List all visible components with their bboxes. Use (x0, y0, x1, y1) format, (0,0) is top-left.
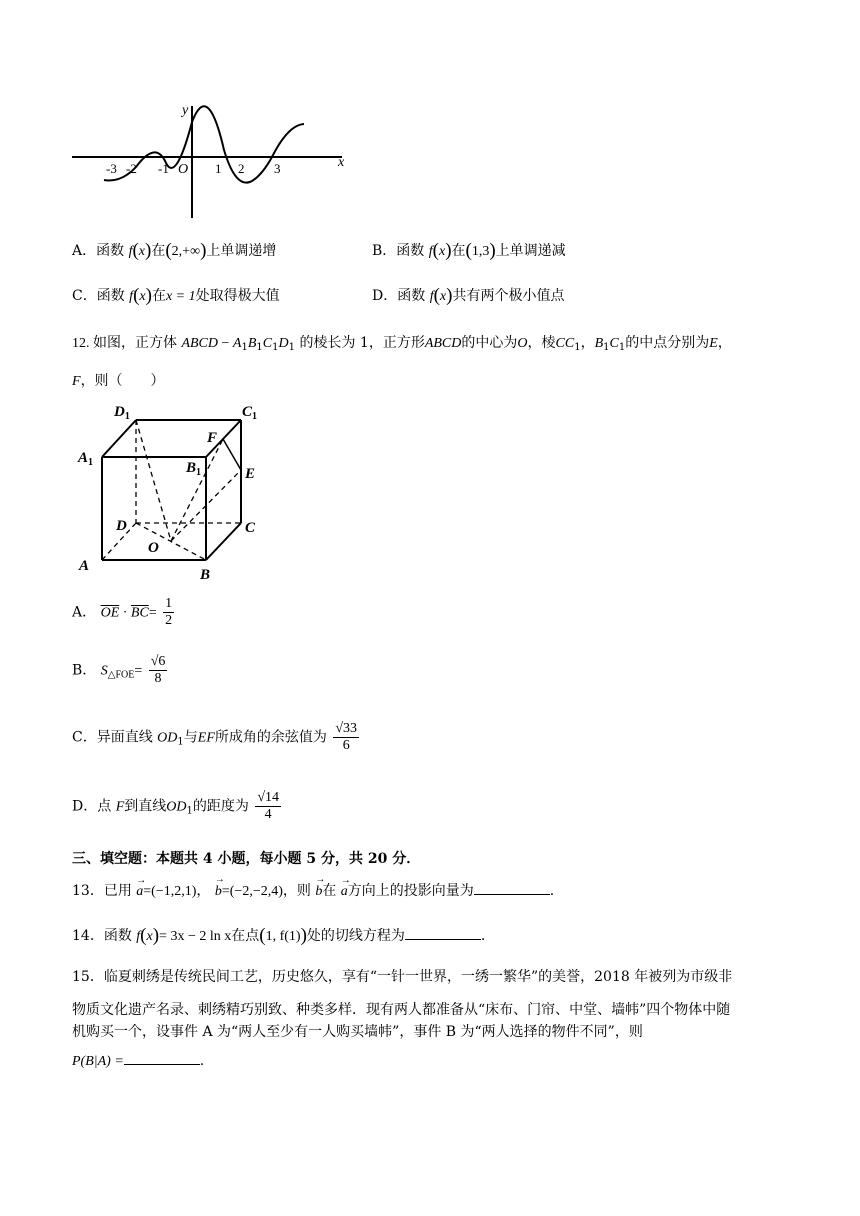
cube-label-d1: $D_1$ (114, 404, 130, 422)
graph-tick-label: 2 (238, 161, 245, 176)
q15-answer-blank[interactable] (124, 1052, 200, 1065)
q11-option-b: B．函数 f(x)在(1,3)上单调递减 (372, 240, 566, 261)
section-heading: 三、填空题：本题共 4 小题，每小题 5 分，共 20 分． (72, 851, 421, 867)
cube-label-a: A (79, 558, 90, 574)
q12-option-d: D．点 F到直线$OD_1$的距度为 $\frac{√14}{4}$ (72, 790, 279, 823)
q14-answer-blank[interactable] (405, 927, 481, 940)
q14: 14．函数 f(x)= 3x − 2 ln x在点(1, f(1))处的切线方程为 . (72, 925, 486, 946)
q11-option-a: A．函数 f(x)在(2,+∞)上单调递增 (72, 240, 277, 261)
q15-line1: 15．临夏刺绣是传统民间工艺，历史悠久，享有“一针一世界，一绣一繁华”的美誉，2018 年被列为市级非 (72, 969, 733, 985)
cube-label-d: D (116, 518, 127, 534)
function-graph (66, 100, 356, 225)
graph-origin-label: O (178, 162, 189, 177)
q13: 13．已用 a → =(−1,2,1)， b → =(−2,−2,4)，则 b → 在 a → 方向上的投影向量为 . (72, 874, 555, 899)
q13-answer-blank[interactable] (474, 882, 550, 895)
q15-line4: P(B|A) = . (72, 1053, 205, 1069)
q15-line2: 物质文化遗产名录、刺绣精巧别致、种类多样．现有两人都准备从“床布、门帘、中堂、墙帏”四个物体中随 (72, 1002, 731, 1018)
cube-label-c1: $C_1$ (242, 404, 258, 422)
graph-tick-label: -2 (126, 161, 137, 176)
q12-option-a: A． $\overline{OE} \cdot \overline{BC}=$ $\frac{1}{2}$ (72, 596, 173, 629)
cube-label-b1: $B_1$ (186, 460, 202, 478)
cube-label-e: E (245, 466, 256, 482)
cube-label-c: C (245, 520, 256, 536)
q12-stem-line1: 12. 如图，正方体 ABCD − $A_1B_1C_1D_1$ 的棱长为 1，正方形ABCD的中心为O，棱$CC_1$，$B_1C_1$的中点分别为E， (72, 335, 732, 353)
graph-tick-label: -1 (158, 161, 169, 176)
q11-option-d: D．函数 f(x)共有两个极小值点 (372, 285, 565, 306)
cube-label-f: F (207, 430, 218, 446)
graph-tick-label: -3 (106, 161, 117, 176)
q12-option-b: B． $S_{\triangle FOE}=$ $\frac{√6}{8}$ (72, 654, 166, 687)
q15-line3: 机购买一个，设事件 A 为“两人至少有一人购买墙帏”，事件 B 为“两人选择的物件不同”，则 (72, 1024, 643, 1040)
cube-figure (74, 400, 274, 585)
cube-label-b: B (200, 567, 211, 583)
q12-option-c: C．异面直线 $OD_1$与EF所成角的余弦值为 $\frac{√33}{6}$ (72, 721, 358, 754)
q12-stem-line2: F，则（ ） (72, 373, 165, 389)
graph-y-label: y (182, 103, 189, 118)
graph-tick-label: 1 (215, 161, 222, 176)
q11-option-c: C．函数 f(x)在x = 1处取得极大值 (72, 285, 280, 306)
graph-tick-label: 3 (274, 161, 281, 176)
graph-x-label: x (338, 155, 345, 170)
cube-label-o: O (148, 540, 159, 556)
cube-label-a1: $A_1$ (78, 450, 94, 468)
